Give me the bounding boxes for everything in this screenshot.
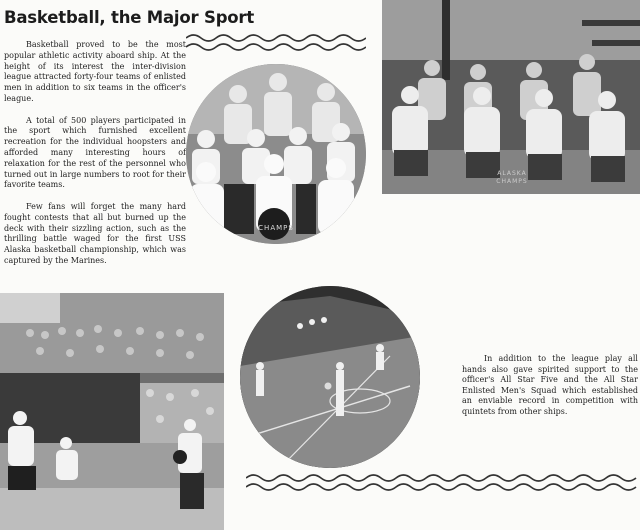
wave-divider-top — [186, 30, 366, 58]
side-paragraph: In addition to the league play all hands also gave spirited support to the officer's All Star Five and the All Star Enlisted Men's Squad which established an enviable record in competition with quintets from other ships. — [462, 354, 638, 416]
crowd-game-photo — [0, 293, 224, 530]
team-photo-rect — [382, 0, 640, 194]
paragraph-2: A total of 500 players participated in the sport which furnished excellent recreation for the individual hoopsters and afforded many interesting hours of relaxation for the rest of the personnel who turned out in large numbers to root for their favorite teams. — [4, 115, 186, 190]
article-body — [4, 40, 186, 278]
court-photo-circle — [240, 286, 420, 468]
wave-divider-bottom — [246, 470, 640, 498]
shirt-lettering: ALASKA CHAMPS — [496, 170, 528, 185]
side-caption — [462, 354, 638, 418]
team-photo-circle — [186, 64, 366, 244]
ball-lettering: CHAMPS — [258, 224, 294, 232]
paragraph-1: Basketball proved to be the most popular athletic activity aboard ship. At the height of its interest the inter-division league attracted forty-four teams of enlisted men in addition to six teams in the officer's league. — [4, 40, 186, 103]
page-title: Basketball, the Major Sport — [4, 8, 255, 27]
paragraph-3: Few fans will forget the many hard fought contests that all but burned up the deck with their sizzling action, such as the thrilling battle waged for the first USS Alaska basketball championship, which was captured by the Marines. — [4, 201, 186, 265]
